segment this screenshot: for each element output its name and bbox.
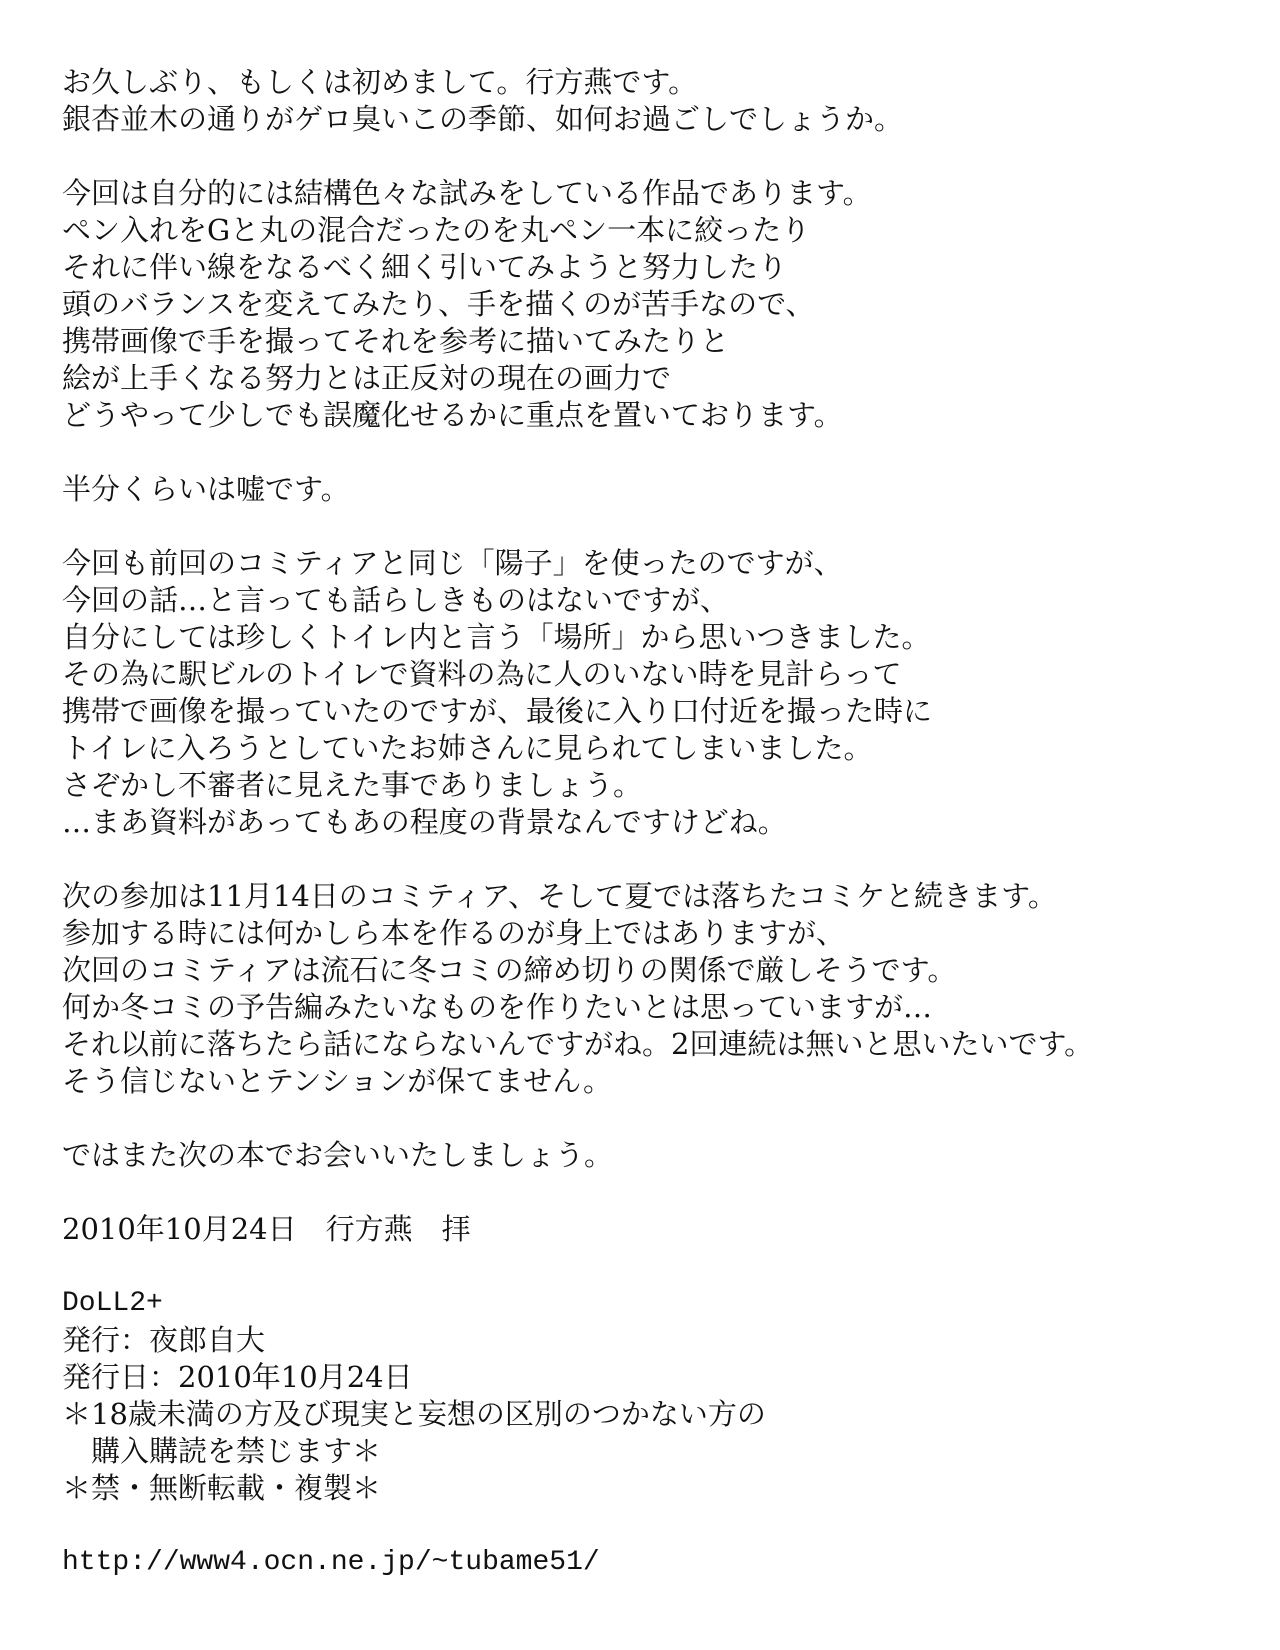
attempts-line-2: ペン入れをGと丸の混合だったのを丸ペン一本に絞ったり <box>62 213 811 247</box>
paragraph-gap <box>62 1248 1252 1285</box>
next-event-line-2: 参加する時には何かしら本を作るのが身上ではありますが、 <box>62 916 846 950</box>
attempts-line-6: 絵が上手くなる努力とは正反対の現在の画力で <box>62 361 672 395</box>
next-event-line-6: そう信じないとテンションが保てません。 <box>62 1064 612 1098</box>
website-url: http://www4.ocn.ne.jp/~tubame51/ <box>62 1547 600 1578</box>
story-line-7: さぞかし不審者に見えた事でありましょう。 <box>62 768 643 802</box>
greeting-line-1: お久しぶり、もしくは初めまして。行方燕です。 <box>62 65 698 99</box>
attempts-line-1: 今回は自分的には結構色々な試みをしている作品であります。 <box>62 176 872 210</box>
joke-line: 半分くらいは嘘です。 <box>62 472 350 506</box>
paragraph-gap <box>62 434 1252 471</box>
afterword-text <box>62 64 1252 1581</box>
greeting-line-2: 銀杏並木の通りがゲロ臭いこの季節、如何お過ごしでしょうか。 <box>62 102 904 136</box>
colophon-notice-line-1: ＊18歳未満の方及び現実と妄想の区別のつかない方の <box>62 1397 766 1431</box>
closing-line: ではまた次の本でお会いいたしましょう。 <box>62 1138 614 1172</box>
colophon-prohibition: ＊禁・無断転載・複製＊ <box>62 1471 382 1505</box>
next-event-line-1: 次の参加は11月14日のコミティア、そして夏では落ちたコミケと続きます。 <box>62 879 1057 913</box>
attempts-line-5: 携帯画像で手を撮ってそれを参考に描いてみたりと <box>62 324 730 358</box>
paragraph-gap <box>62 508 1252 545</box>
paragraph-gap <box>62 1174 1252 1211</box>
story-line-8: …まあ資料があってもあの程度の背景なんですけどね。 <box>62 805 787 839</box>
next-event-line-3: 次回のコミティアは流石に冬コミの締め切りの関係で厳しそうです。 <box>62 953 957 987</box>
attempts-line-4: 頭のバランスを変えてみたり、手を描くのが苦手なので、 <box>62 287 815 321</box>
paragraph-gap <box>62 1100 1252 1137</box>
paragraph-gap <box>62 1507 1252 1544</box>
story-line-6: トイレに入ろうとしていたお姉さんに見られてしまいました。 <box>62 731 873 765</box>
story-line-4: その為に駅ビルのトイレで資料の為に人のいない時を見計らって <box>62 657 902 691</box>
story-line-2: 今回の話…と言っても話らしきものはないですが、 <box>62 583 730 617</box>
paragraph-gap <box>62 138 1252 175</box>
story-line-5: 携帯で画像を撮っていたのですが、最後に入り口付近を撮った時に <box>62 694 933 728</box>
story-line-3: 自分にしては珍しくトイレ内と言う「場所」から思いつきました。 <box>62 620 931 654</box>
signature-line: 2010年10月24日 行方燕 拝 <box>62 1212 471 1246</box>
next-event-line-5: それ以前に落ちたら話にならないんですがね。2回連続は無いと思いたいです。 <box>62 1027 1094 1061</box>
attempts-line-7: どうやって少しでも誤魔化せるかに重点を置いております。 <box>62 398 843 432</box>
colophon-date: 発行日：2010年10月24日 <box>62 1360 413 1394</box>
attempts-line-3: それに伴い線をなるべく細く引いてみようと努力したり <box>62 250 788 284</box>
story-line-1: 今回も前回のコミティアと同じ「陽子」を使ったのですが、 <box>62 546 843 580</box>
colophon-notice-line-2: 購入購読を禁じます＊ <box>62 1434 382 1468</box>
paragraph-gap <box>62 841 1252 878</box>
next-event-line-4: 何か冬コミの予告編みたいなものを作りたいとは思っていますが… <box>62 990 933 1024</box>
colophon-publisher: 発行：夜郎自大 <box>62 1323 266 1357</box>
colophon-title: DoLL2+ <box>62 1288 163 1319</box>
